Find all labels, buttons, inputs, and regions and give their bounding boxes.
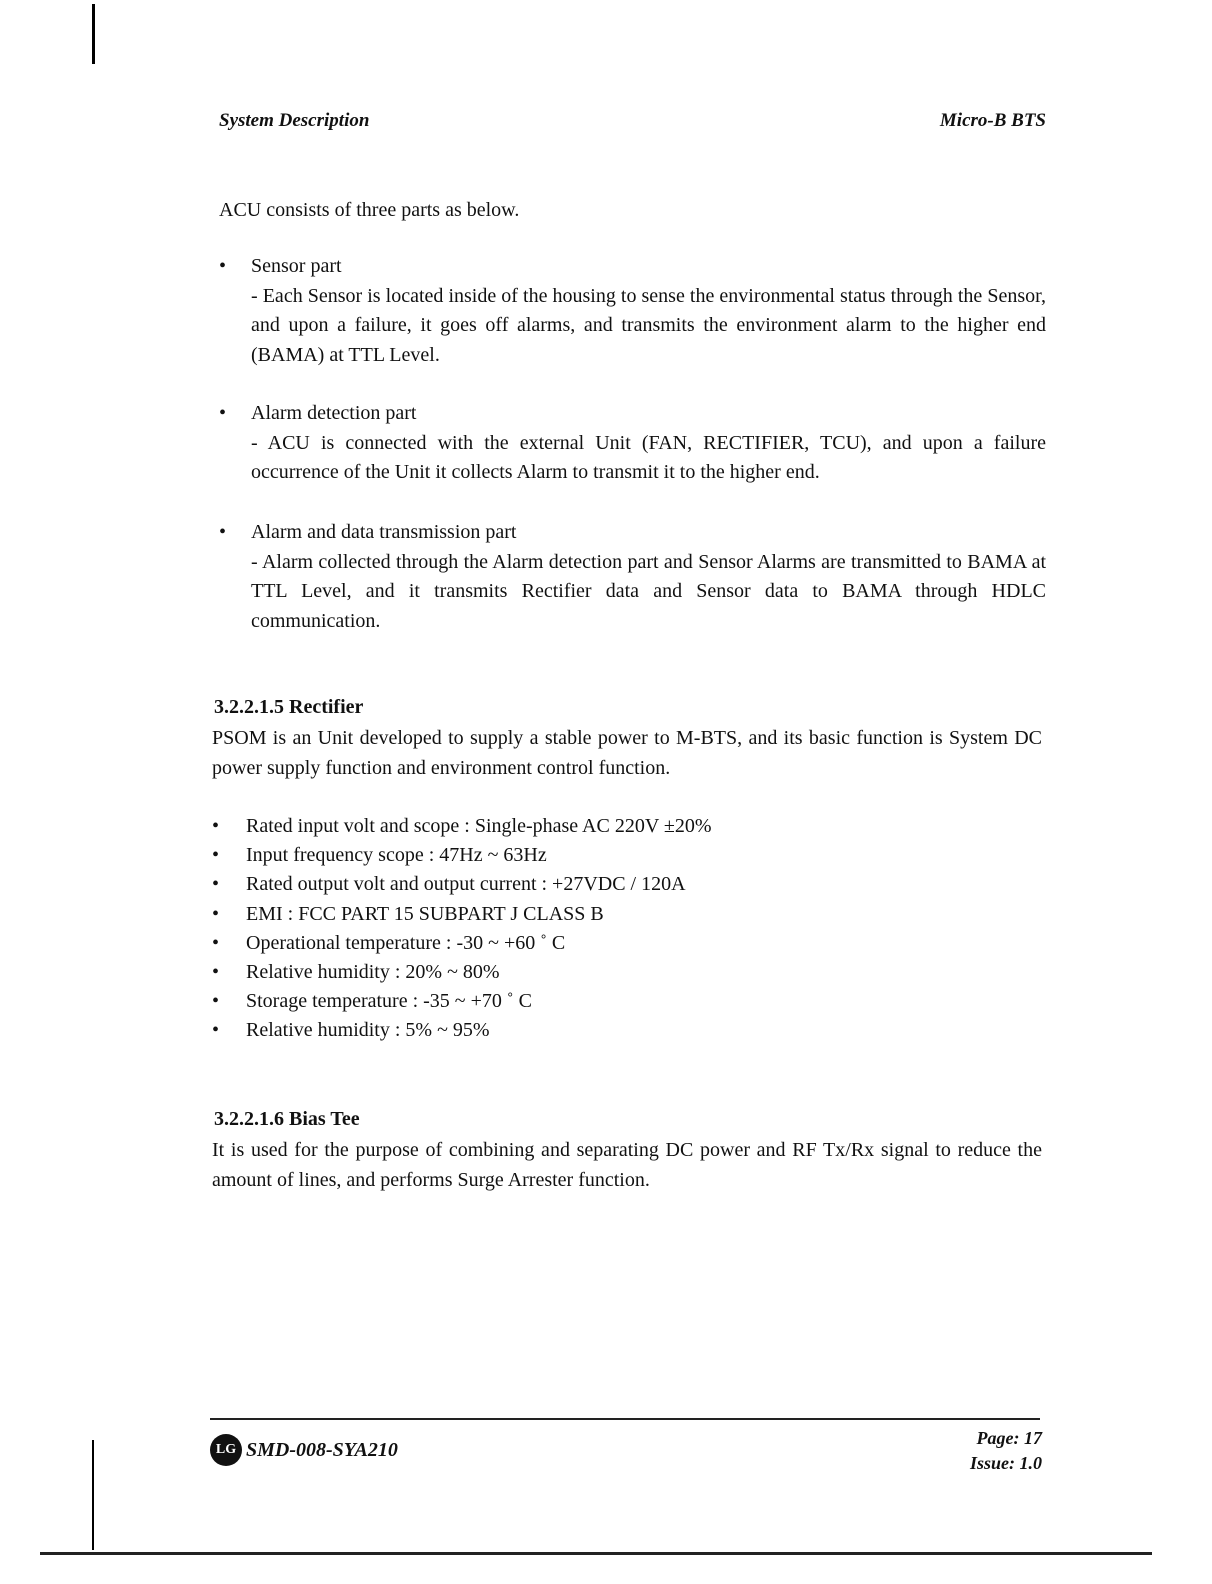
header-product: Micro-B BTS <box>939 110 1046 131</box>
bullet-icon: • <box>212 990 220 1013</box>
bullet-icon: • <box>212 1019 220 1042</box>
footer-divider <box>210 1418 1040 1420</box>
bullet-icon: • <box>212 961 220 984</box>
acu-part-transmission <box>219 518 1046 636</box>
binder-mark-top <box>92 4 95 64</box>
page-number: Page: 17 <box>976 1428 1042 1448</box>
bullet-icon: • <box>212 844 220 867</box>
spec-item: • Rated output volt and output current : +27VDC / 120A <box>212 870 712 899</box>
spec-item: • Operational temperature : -30 ~ +60 ˚ C <box>212 929 712 958</box>
spec-item: • Relative humidity : 20% ~ 80% <box>212 958 712 987</box>
bias-tee-text: It is used for the purpose of combining and separating DC power and RF Tx/Rx signal to reduce the amount of lines, and performs Surge Arrester function. <box>212 1139 1042 1191</box>
acu-part-title: Alarm and data transmission part <box>251 521 517 543</box>
intro-text: ACU consists of three parts as below. <box>219 199 520 221</box>
bullet-icon: • <box>212 873 220 896</box>
header-title: System Description <box>219 110 370 131</box>
bullet-icon: • <box>212 931 220 954</box>
acu-part-text: - Each Sensor is located inside of the housing to sense the environmental status through the Sensor, and upon a failure, it goes off alarms, and transmits the environment alarm to the higher end (BAMA) at TTL Level. <box>251 284 1046 366</box>
bullet-icon: • <box>212 815 220 837</box>
acu-part-text: - Alarm collected through the Alarm detection part and Sensor Alarms are transmitted to BAMA at TTL Level, and it transmits Rectifier data and Sensor data to BAMA through HDLC communication. <box>251 550 1046 632</box>
acu-part-sensor <box>219 252 1046 370</box>
footer-document-id <box>210 1434 398 1466</box>
doc-id-text: SMD-008-SYA210 <box>246 1438 398 1461</box>
rectifier-heading: 3.2.2.1.5 Rectifier <box>214 696 364 718</box>
spec-item: • Input frequency scope : 47Hz ~ 63Hz <box>212 841 712 870</box>
spec-item: • Relative humidity : 5% ~ 95% <box>212 1016 712 1045</box>
spec-item: • Rated input volt and scope : Single-phase AC 220V ±20% <box>212 812 712 841</box>
acu-part-text: - ACU is connected with the external Unit (FAN, RECTIFIER, TCU), and upon a failure occurrence of the Unit it collects Alarm to transmit it to the higher end. <box>251 431 1046 483</box>
rectifier-spec-list <box>212 812 712 1046</box>
bullet-icon: • <box>212 902 220 925</box>
bullet-icon: • <box>219 255 227 277</box>
footer-page-info <box>970 1426 1042 1476</box>
rectifier-text: PSOM is an Unit developed to supply a stable power to M-BTS, and its basic function is System DC power supply function and environment control function. <box>212 727 1042 779</box>
bullet-icon: • <box>219 402 227 424</box>
scan-edge-line <box>40 1552 1152 1555</box>
binder-mark-bottom <box>92 1440 94 1550</box>
acu-part-title: Sensor part <box>251 255 342 277</box>
acu-part-title: Alarm detection part <box>251 402 417 424</box>
acu-part-alarm-detection <box>219 399 1046 488</box>
lg-logo-icon: LG <box>210 1434 242 1466</box>
bias-tee-heading: 3.2.2.1.6 Bias Tee <box>214 1108 360 1130</box>
spec-item: • Storage temperature : -35 ~ +70 ˚ C <box>212 987 712 1016</box>
bullet-icon: • <box>219 521 227 543</box>
issue-number: Issue: 1.0 <box>969 1453 1042 1473</box>
spec-item: • EMI : FCC PART 15 SUBPART J CLASS B <box>212 900 712 929</box>
